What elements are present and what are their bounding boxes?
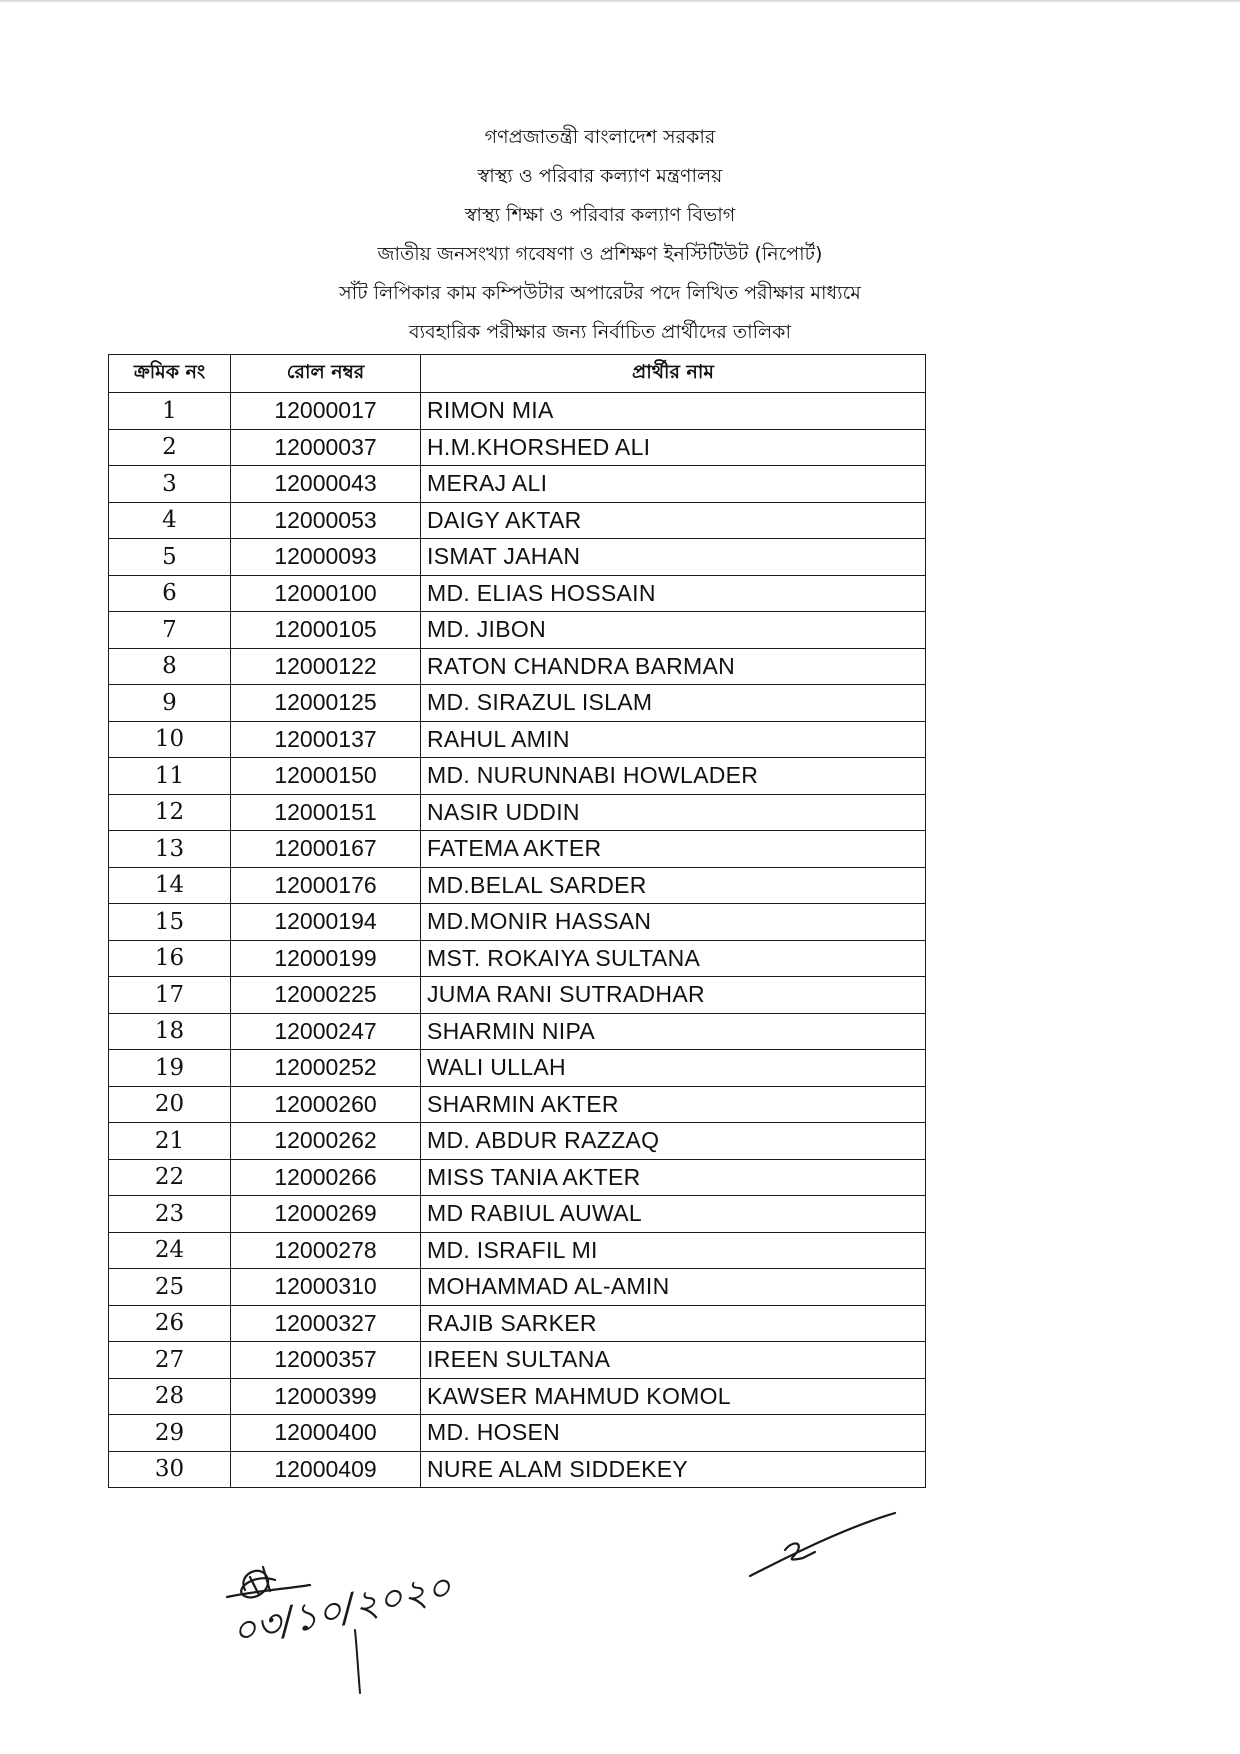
table-header-row — [109, 355, 926, 393]
serial-number: 30 — [109, 1451, 231, 1488]
table-body — [109, 393, 926, 1488]
signature-date: ০৩/১০/২০২০ — [227, 1564, 456, 1654]
roll-number: 12000225 — [231, 977, 421, 1014]
roll-number: 12000266 — [231, 1159, 421, 1196]
candidate-name: MD. ABDUR RAZZAQ — [421, 1123, 926, 1160]
table-row — [109, 1050, 926, 1087]
candidate-name: JUMA RANI SUTRADHAR — [421, 977, 926, 1014]
serial-number: 25 — [109, 1269, 231, 1306]
candidate-name: WALI ULLAH — [421, 1050, 926, 1087]
candidate-name: SHARMIN NIPA — [421, 1013, 926, 1050]
serial-number: 18 — [109, 1013, 231, 1050]
serial-number: 24 — [109, 1232, 231, 1269]
candidate-name: DAIGY AKTAR — [421, 502, 926, 539]
serial-number: 21 — [109, 1123, 231, 1160]
table-row — [109, 1159, 926, 1196]
table-row — [109, 1342, 926, 1379]
roll-number: 12000043 — [231, 466, 421, 503]
serial-number: 17 — [109, 977, 231, 1014]
serial-number: 9 — [109, 685, 231, 722]
candidate-name: FATEMA AKTER — [421, 831, 926, 868]
table-row — [109, 1451, 926, 1488]
candidate-name: RAJIB SARKER — [421, 1305, 926, 1342]
serial-number: 1 — [109, 393, 231, 430]
serial-number: 8 — [109, 648, 231, 685]
candidate-name: RAHUL AMIN — [421, 721, 926, 758]
serial-number: 11 — [109, 758, 231, 795]
serial-number: 12 — [109, 794, 231, 831]
serial-number: 6 — [109, 575, 231, 612]
table-row — [109, 904, 926, 941]
table-row — [109, 393, 926, 430]
roll-number: 12000278 — [231, 1232, 421, 1269]
roll-number: 12000194 — [231, 904, 421, 941]
serial-number: 7 — [109, 612, 231, 649]
candidate-name: MD. ELIAS HOSSAIN — [421, 575, 926, 612]
table-row — [109, 940, 926, 977]
roll-number: 12000150 — [231, 758, 421, 795]
table-row — [109, 1123, 926, 1160]
roll-number: 12000357 — [231, 1342, 421, 1379]
candidate-name: MISS TANIA AKTER — [421, 1159, 926, 1196]
roll-number: 12000137 — [231, 721, 421, 758]
table-row — [109, 1013, 926, 1050]
table-row — [109, 1415, 926, 1452]
table-row — [109, 1269, 926, 1306]
serial-number: 5 — [109, 539, 231, 576]
roll-number: 12000199 — [231, 940, 421, 977]
roll-number: 12000310 — [231, 1269, 421, 1306]
serial-number: 2 — [109, 429, 231, 466]
roll-number: 12000053 — [231, 502, 421, 539]
table-row — [109, 539, 926, 576]
institute-title: জাতীয় জনসংখ্যা গবেষণা ও প্রশিক্ষণ ইনস্টিটিউট (নিপোর্ট) — [377, 243, 823, 265]
table-row — [109, 831, 926, 868]
candidate-name: ISMAT JAHAN — [421, 539, 926, 576]
candidate-name: MD. JIBON — [421, 612, 926, 649]
table-row — [109, 1305, 926, 1342]
serial-number: 14 — [109, 867, 231, 904]
serial-number: 13 — [109, 831, 231, 868]
government-title: গণপ্রজাতন্ত্রী বাংলাদেশ সরকার — [484, 126, 716, 148]
roll-number: 12000100 — [231, 575, 421, 612]
candidate-name: MST. ROKAIYA SULTANA — [421, 940, 926, 977]
candidate-name: MD. NURUNNABI HOWLADER — [421, 758, 926, 795]
roll-number: 12000176 — [231, 867, 421, 904]
serial-number: 29 — [109, 1415, 231, 1452]
candidate-table — [108, 354, 926, 1488]
roll-number: 12000037 — [231, 429, 421, 466]
serial-header: ক্রমিক নং — [109, 355, 231, 393]
table-row — [109, 466, 926, 503]
serial-number: 19 — [109, 1050, 231, 1087]
serial-number: 28 — [109, 1378, 231, 1415]
serial-number: 23 — [109, 1196, 231, 1233]
serial-number: 4 — [109, 502, 231, 539]
post-title: সাঁট লিপিকার কাম কম্পিউটার অপারেটর পদে লিখিত পরীক্ষার মাধ্যমে — [339, 282, 861, 304]
serial-number: 16 — [109, 940, 231, 977]
candidate-name: H.M.KHORSHED ALI — [421, 429, 926, 466]
serial-number: 22 — [109, 1159, 231, 1196]
serial-number: 26 — [109, 1305, 231, 1342]
candidate-name: RIMON MIA — [421, 393, 926, 430]
roll-number: 12000269 — [231, 1196, 421, 1233]
table-row — [109, 612, 926, 649]
candidate-name: MD. SIRAZUL ISLAM — [421, 685, 926, 722]
table-row — [109, 977, 926, 1014]
table-row — [109, 867, 926, 904]
table-row — [109, 575, 926, 612]
ministry-title: স্বাস্থ্য ও পরিবার কল্যাণ মন্ত্রণালয় — [477, 165, 723, 187]
handwritten-signature-date — [215, 1555, 505, 1705]
roll-number: 12000093 — [231, 539, 421, 576]
scan-edge — [0, 0, 1240, 3]
candidate-name: MD. ISRAFIL MI — [421, 1232, 926, 1269]
list-title: ব্যবহারিক পরীক্ষার জন্য নির্বাচিত প্রার্থীদের তালিকা — [409, 321, 791, 343]
roll-number: 12000252 — [231, 1050, 421, 1087]
roll-header: রোল নম্বর — [231, 355, 421, 393]
table-row — [109, 685, 926, 722]
candidate-name: MD RABIUL AUWAL — [421, 1196, 926, 1233]
handwritten-initial — [745, 1508, 905, 1583]
candidate-name: KAWSER MAHMUD KOMOL — [421, 1378, 926, 1415]
roll-number: 12000262 — [231, 1123, 421, 1160]
roll-number: 12000017 — [231, 393, 421, 430]
candidate-name: MD. HOSEN — [421, 1415, 926, 1452]
table-row — [109, 1086, 926, 1123]
candidate-name: MD.MONIR HASSAN — [421, 904, 926, 941]
candidate-name: SHARMIN AKTER — [421, 1086, 926, 1123]
roll-number: 12000167 — [231, 831, 421, 868]
table-row — [109, 758, 926, 795]
candidate-name: MOHAMMAD AL-AMIN — [421, 1269, 926, 1306]
table-row — [109, 1378, 926, 1415]
serial-number: 20 — [109, 1086, 231, 1123]
table-row — [109, 1196, 926, 1233]
table-row — [109, 721, 926, 758]
document-header — [150, 118, 1050, 352]
roll-number: 12000125 — [231, 685, 421, 722]
candidate-name: MD.BELAL SARDER — [421, 867, 926, 904]
serial-number: 27 — [109, 1342, 231, 1379]
candidate-name: NURE ALAM SIDDEKEY — [421, 1451, 926, 1488]
table-row — [109, 1232, 926, 1269]
serial-number: 15 — [109, 904, 231, 941]
table-row — [109, 794, 926, 831]
roll-number: 12000327 — [231, 1305, 421, 1342]
serial-number: 10 — [109, 721, 231, 758]
candidate-name: MERAJ ALI — [421, 466, 926, 503]
roll-number: 12000399 — [231, 1378, 421, 1415]
roll-number: 12000260 — [231, 1086, 421, 1123]
table-row — [109, 502, 926, 539]
candidate-name: IREEN SULTANA — [421, 1342, 926, 1379]
roll-number: 12000247 — [231, 1013, 421, 1050]
name-header: প্রার্থীর নাম — [421, 355, 926, 393]
roll-number: 12000105 — [231, 612, 421, 649]
roll-number: 12000400 — [231, 1415, 421, 1452]
candidate-name: NASIR UDDIN — [421, 794, 926, 831]
roll-number: 12000122 — [231, 648, 421, 685]
roll-number: 12000151 — [231, 794, 421, 831]
table-row — [109, 648, 926, 685]
division-title: স্বাস্থ্য শিক্ষা ও পরিবার কল্যাণ বিভাগ — [464, 204, 736, 226]
roll-number: 12000409 — [231, 1451, 421, 1488]
candidate-name: RATON CHANDRA BARMAN — [421, 648, 926, 685]
serial-number: 3 — [109, 466, 231, 503]
table-row — [109, 429, 926, 466]
